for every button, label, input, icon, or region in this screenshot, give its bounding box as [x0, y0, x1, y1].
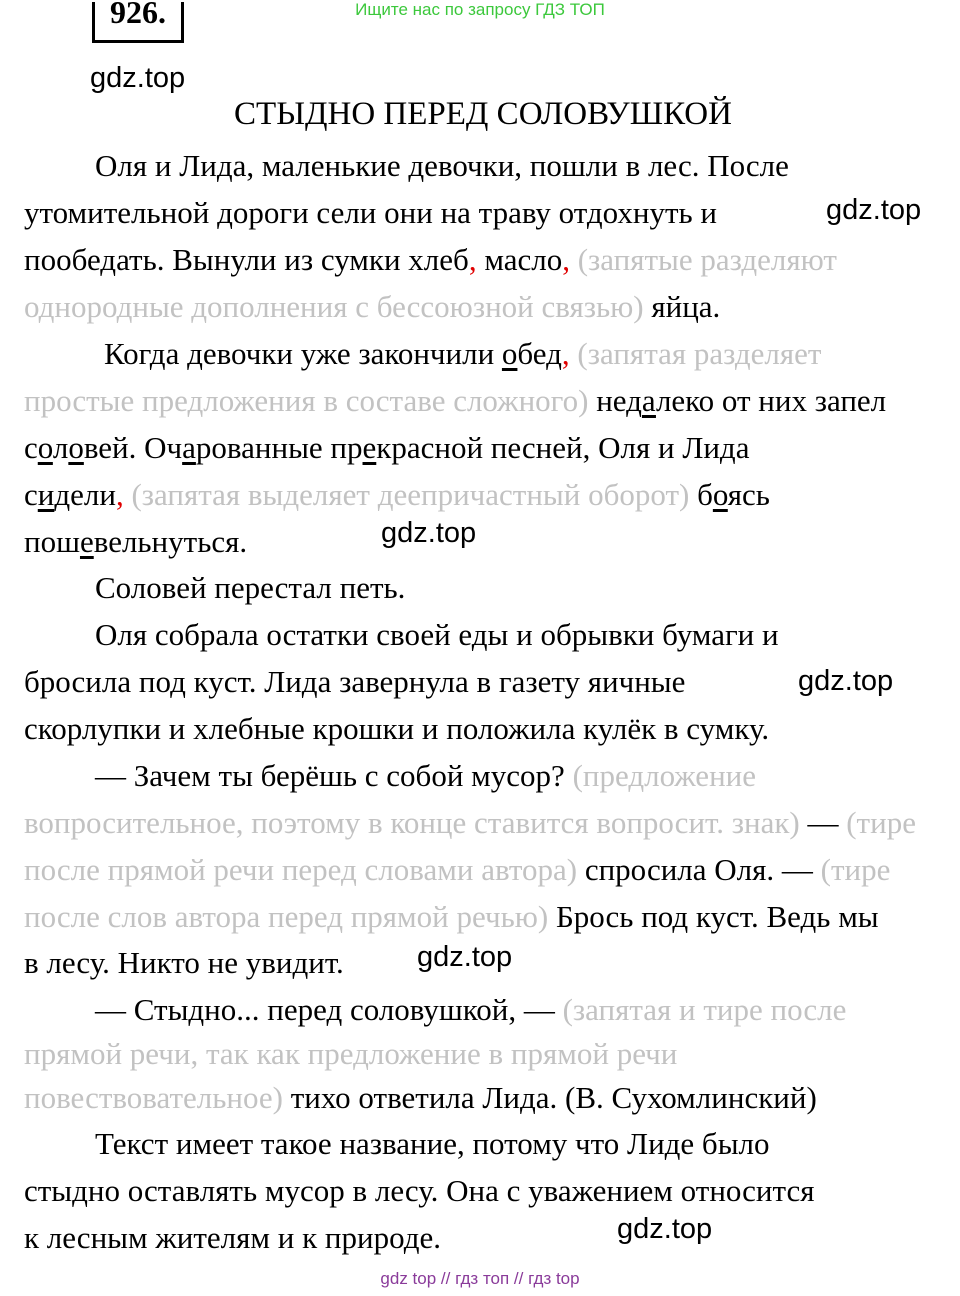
grammar-note: (тире	[820, 852, 891, 887]
text-line: скорлупки и хлебные крошки и положила кулёк в сумку.	[24, 711, 770, 746]
text-line: бросила под куст. Лида завернула в газету яичные	[24, 664, 686, 699]
grammar-note: (запятая и тире после	[562, 992, 847, 1027]
grammar-note: после прямой речи перед словами автора)	[24, 852, 578, 887]
text-line: Текст имеет такое название, потому что Лиде было	[95, 1126, 770, 1161]
text-line: соловей. Очарованные прекрасной песней, Оля и Лида	[24, 430, 750, 465]
text-line: после прямой речи перед словами автора) спросила Оля. — (тире	[24, 852, 891, 887]
grammar-note: (тире	[846, 805, 916, 840]
text-line: простые предложения в составе сложного) недалеко от них запел	[24, 383, 887, 418]
grammar-note: вопросительное, поэтому в конце ставится вопросит. знак)	[24, 805, 800, 840]
watermark: gdz.top	[826, 194, 922, 226]
text-line: к лесным жителям и к природе.	[24, 1220, 441, 1255]
watermark: gdz.top	[417, 941, 513, 973]
exercise-number: 926.	[92, 2, 184, 43]
text-line: пообедать. Вынули из сумки хлеб, масло, (запятые разделяют	[24, 242, 837, 277]
grammar-note: (запятая разделяет	[577, 336, 822, 371]
text-line: Оля собрала остатки своей еды и обрывки бумаги и	[95, 617, 779, 652]
grammar-note: (запятые разделяют	[577, 242, 837, 277]
grammar-note: (запятая выделяет деепричастный оборот)	[131, 477, 690, 512]
text-line: однородные дополнения с бессоюзной связью) яйца.	[24, 289, 721, 324]
text-line: вопросительное, поэтому в конце ставится вопросит. знак) — (тире	[24, 805, 916, 840]
text-line: — Зачем ты берёшь с собой мусор? (предложение	[95, 758, 757, 793]
text-line: повествовательное) тихо ответила Лида. (В. Сухомлинский)	[24, 1080, 817, 1115]
text-line: в лесу. Никто не увидит.	[24, 945, 344, 980]
watermark: gdz.top	[90, 62, 186, 94]
text-line: утомительной дороги сели они на траву отдохнуть и	[24, 195, 718, 230]
text-line	[24, 1034, 677, 1074]
top-banner: Ищите нас по запросу ГДЗ ТОП	[355, 0, 605, 19]
page-title: СТЫДНО ПЕРЕД СОЛОВУШКОЙ	[234, 96, 732, 132]
grammar-note: (предложение	[564, 758, 757, 793]
text-line: стыдно оставлять мусор в лесу. Она с уважением относится	[24, 1173, 815, 1208]
watermark: gdz.top	[381, 517, 477, 549]
watermark: gdz.top	[617, 1213, 713, 1245]
text-line: — Стыдно... перед соловушкой, — (запятая и тире после	[95, 992, 847, 1027]
watermark: gdz.top	[798, 665, 894, 697]
grammar-note: прямой речи, так как предложение в прямой речи	[24, 1036, 678, 1071]
grammar-note: однородные дополнения с бессоюзной связью)	[24, 289, 644, 324]
text-line: сидели, (запятая выделяет деепричастный оборот) боясь	[24, 477, 770, 512]
grammar-note: повествовательное)	[24, 1080, 283, 1115]
text-line: пошевельнуться.	[24, 524, 248, 559]
text-line: после слов автора перед прямой речью) Брось под куст. Ведь мы	[24, 899, 879, 934]
text-line: Когда девочки уже закончили обед, (запятая разделяет	[104, 336, 822, 371]
grammar-note: простые предложения в составе сложного)	[24, 383, 589, 418]
footer-watermark: gdz top // гдз топ // гдз top	[380, 1269, 580, 1288]
grammar-note: после слов автора перед прямой речью)	[24, 899, 549, 934]
text-line: Соловей перестал петь.	[95, 570, 406, 605]
text-line: Оля и Лида, маленькие девочки, пошли в лес. После	[95, 148, 789, 183]
